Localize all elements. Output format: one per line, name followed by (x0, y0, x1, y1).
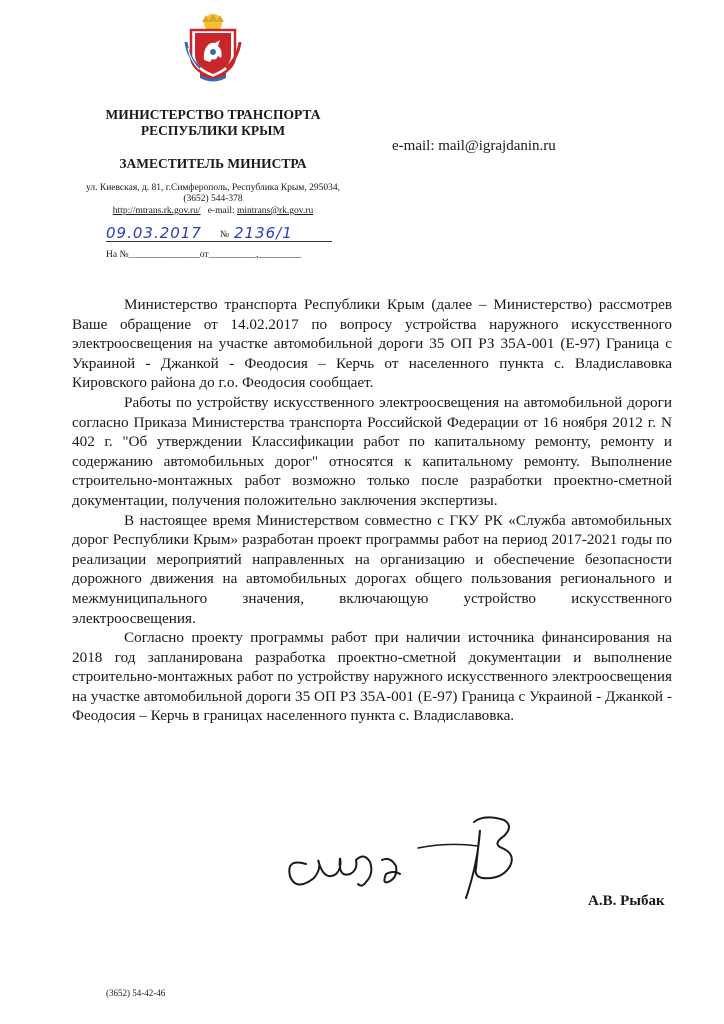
recipient-email: e-mail: mail@igrajdanin.ru (392, 138, 556, 154)
email-label: e-mail: (207, 206, 235, 216)
footer-phone: (3652) 54-42-46 (106, 988, 166, 998)
phone-line: (3652) 544-378 (183, 194, 243, 204)
paragraph-3: В настоящее время Министерством совместно с ГКУ РК «Служба автомобильных дорог Республики Крым» разработан проект программы работ на период 2017-2021 годы по реализации мероприятий направленных на организацию и обеспечение безопасности дорожного движения на автомобильных дорогах общего пользования регионального и межмуниципального значения, включающую устройство искусственного электроосвещения. (72, 511, 672, 627)
contacts-line (80, 206, 346, 217)
organization-name: МИНИСТЕРСТВО ТРАНСПОРТА (105, 107, 321, 122)
paragraph-4: Согласно проекту программы работ при наличии источника финансирования на 2018 год запланирована разработка проектно-сметной документации и выполнение строительно-монтажных работ по устройству наружного искусственного электроосвещения на участке автомобильной дороги 35 ОП РЗ 35А-001 (Е-97) Граница с Украиной - Джанкой - Феодосия – Керчь в границах населенного пункта с. Владиславовка. (72, 629, 672, 725)
signer-name: А.В. Рыбак (588, 893, 665, 909)
paragraph-1: Министерство транспорта Республики Крым (далее – Министерство) рассмотрев Ваше обращение от 14.02.2017 по вопросу устройства наружного искусственного электроосвещения на участке автомобильной дороги 35 ОП РЗ 35А-001 (Е-97) Граница с Украиной - Джанкой - Феодосия – Керчь от населенного пункта с. Владиславовка Кировского района до г.о. Феодосия сообщает. (72, 296, 672, 392)
paragraph-2: Работы по устройству искусственного электроосвещения на автомобильной дороги согласно Приказа Министерства транспорта Российской Федерации от 16 ноября 2012 г. N 402 г. "Об утверждении Классификации работ по капитальному ремонту, ремонту и содержанию автомобильных дорог" относятся к капитальному ремонту. Выполнение строительно-монтажных работ возможно только после разработки проектно-сметной документации, получения положительно заключения экспертизы. (72, 393, 672, 509)
registration-number: 2136/1 (234, 224, 293, 242)
letter-body (72, 295, 672, 726)
registration-underline (106, 241, 332, 242)
sender-position: ЗАМЕСТИТЕЛЬ МИНИСТРА (119, 156, 307, 171)
reply-reference-line: На №_______________от__________,_________ (106, 250, 302, 260)
registration-number-label: № (220, 230, 230, 240)
registration-date: 09.03.2017 (106, 224, 202, 242)
organization-name-line2: РЕСПУБЛИКИ КРЫМ (140, 123, 286, 138)
registration-stamp (106, 224, 346, 242)
handwritten-signature (278, 812, 538, 902)
email-link[interactable]: mintrans@rk.gov.ru (236, 206, 314, 216)
address-line: ул. Киевская, д. 81, г.Симферополь, Республика Крым, 295034, (86, 183, 340, 193)
website-link[interactable]: http://mtrans.rk.gov.ru/ (112, 206, 201, 216)
crimea-coat-of-arms-emblem (184, 12, 242, 84)
